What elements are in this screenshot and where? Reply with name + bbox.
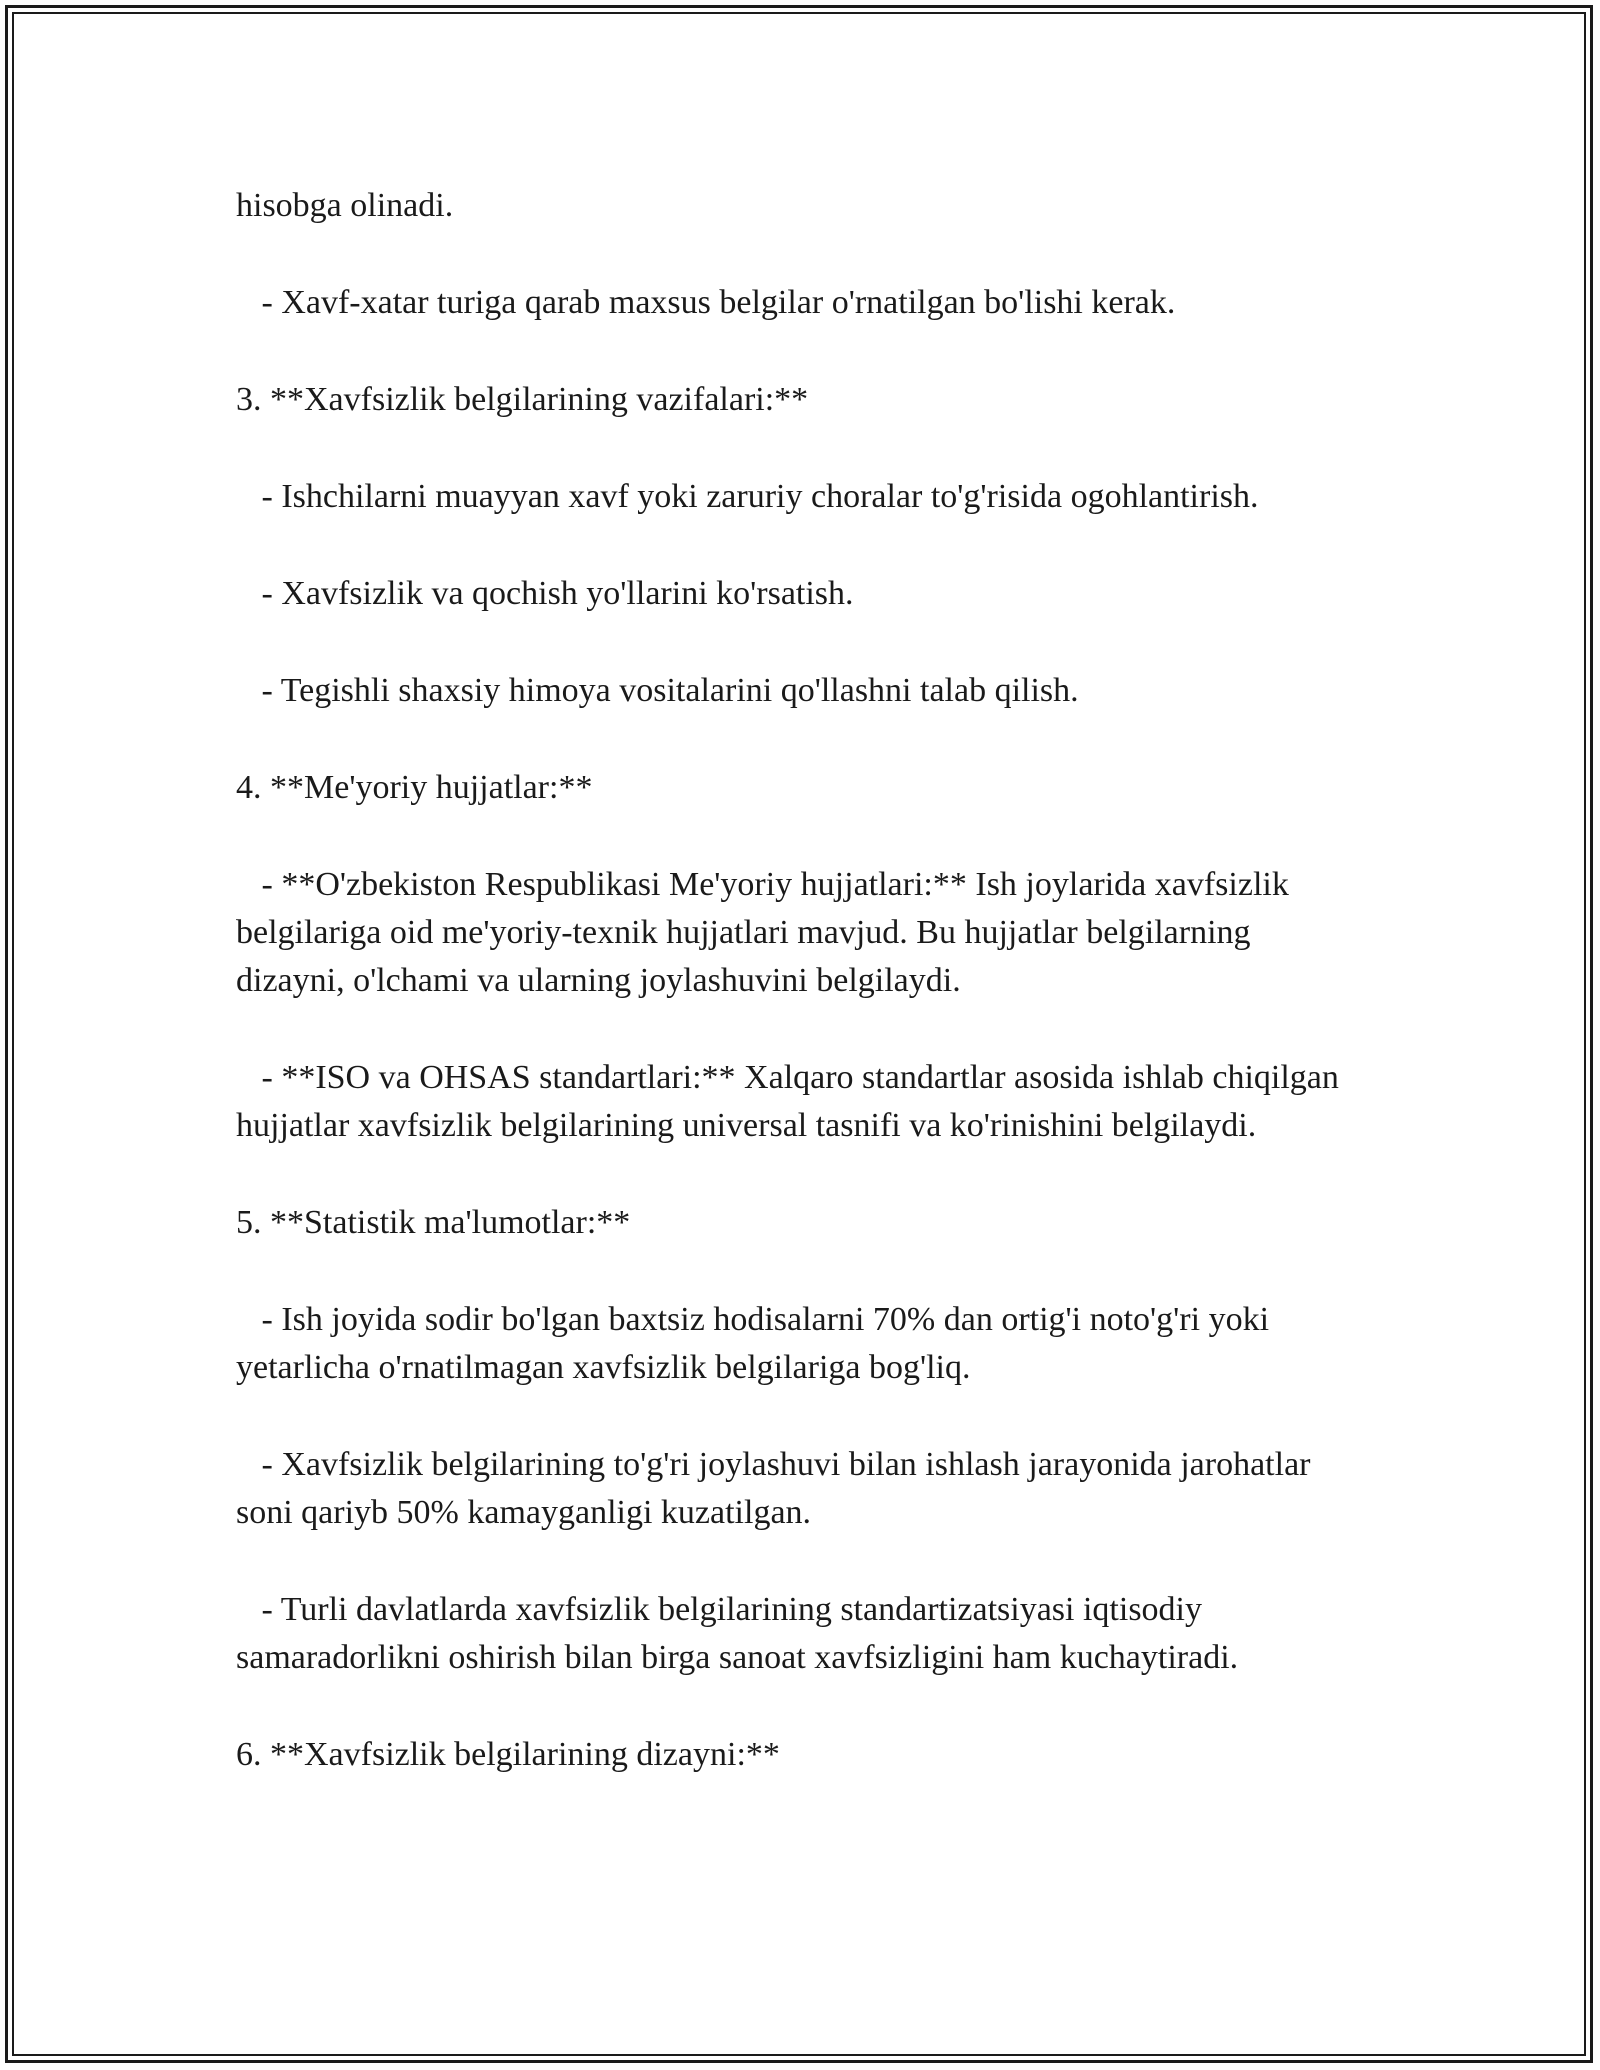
paragraph-text: - Turli davlatlarda xavfsizlik belgilarining standartizatsiyasi iqtisodiy samaradorlikni oshirish bilan birga sanoat xavfsizligini ham kuchaytiradi. <box>236 1591 1239 1676</box>
document-body <box>236 182 1366 1828</box>
list-item <box>236 473 1366 521</box>
paragraph-text: - **O'zbekiston Respublikasi Me'yoriy hujjatlari:** Ish joylarida xavfsizlik belgilariga oid me'yoriy-texnik hujjatlari mavjud. Bu hujjatlar belgilarning dizayni, o'lchami va ularning joylashuvini belgilaydi. <box>236 866 1289 999</box>
paragraph-text: - Tegishli shaxsiy himoya vositalarini qo'llashni talab qilish. <box>261 672 1079 709</box>
section-heading: 3. **Xavfsizlik belgilarining vazifalari:** <box>236 381 809 418</box>
list-item <box>236 279 1366 327</box>
section-heading: 6. **Xavfsizlik belgilarining dizayni:** <box>236 1736 780 1773</box>
paragraph-text: - Ish joyida sodir bo'lgan baxtsiz hodisalarni 70% dan ortig'i noto'g'ri yoki yetarlicha o'rnatilmagan xavfsizlik belgilariga bog'liq. <box>236 1301 1270 1386</box>
paragraph-text: - Ishchilarni muayyan xavf yoki zaruriy choralar to'g'risida ogohlantirish. <box>261 478 1259 515</box>
list-item <box>236 1441 1366 1537</box>
paragraph-text: - Xavfsizlik belgilarining to'g'ri joylashuvi bilan ishlash jarayonida jarohatlar soni qariyb 50% kamayganligi kuzatilgan. <box>236 1446 1311 1531</box>
paragraph-text: - **ISO va OHSAS standartlari:** Xalqaro standartlar asosida ishlab chiqilgan hujjatlar xavfsizlik belgilarining universal tasnifi va ko'rinishini belgilaydi. <box>236 1059 1339 1144</box>
list-item <box>236 570 1366 618</box>
paragraph-continuation: hisobga olinadi. <box>236 187 454 224</box>
list-item <box>236 1296 1366 1392</box>
section-heading: 4. **Me'yoriy hujjatlar:** <box>236 769 593 806</box>
list-item <box>236 861 1366 1005</box>
list-item <box>236 1586 1366 1682</box>
list-item <box>236 1054 1366 1150</box>
paragraph-text: - Xavf-xatar turiga qarab maxsus belgilar o'rnatilgan bo'lishi kerak. <box>261 284 1176 321</box>
list-item <box>236 667 1366 715</box>
paragraph-text: - Xavfsizlik va qochish yo'llarini ko'rsatish. <box>261 575 854 612</box>
section-heading: 5. **Statistik ma'lumotlar:** <box>236 1204 631 1241</box>
